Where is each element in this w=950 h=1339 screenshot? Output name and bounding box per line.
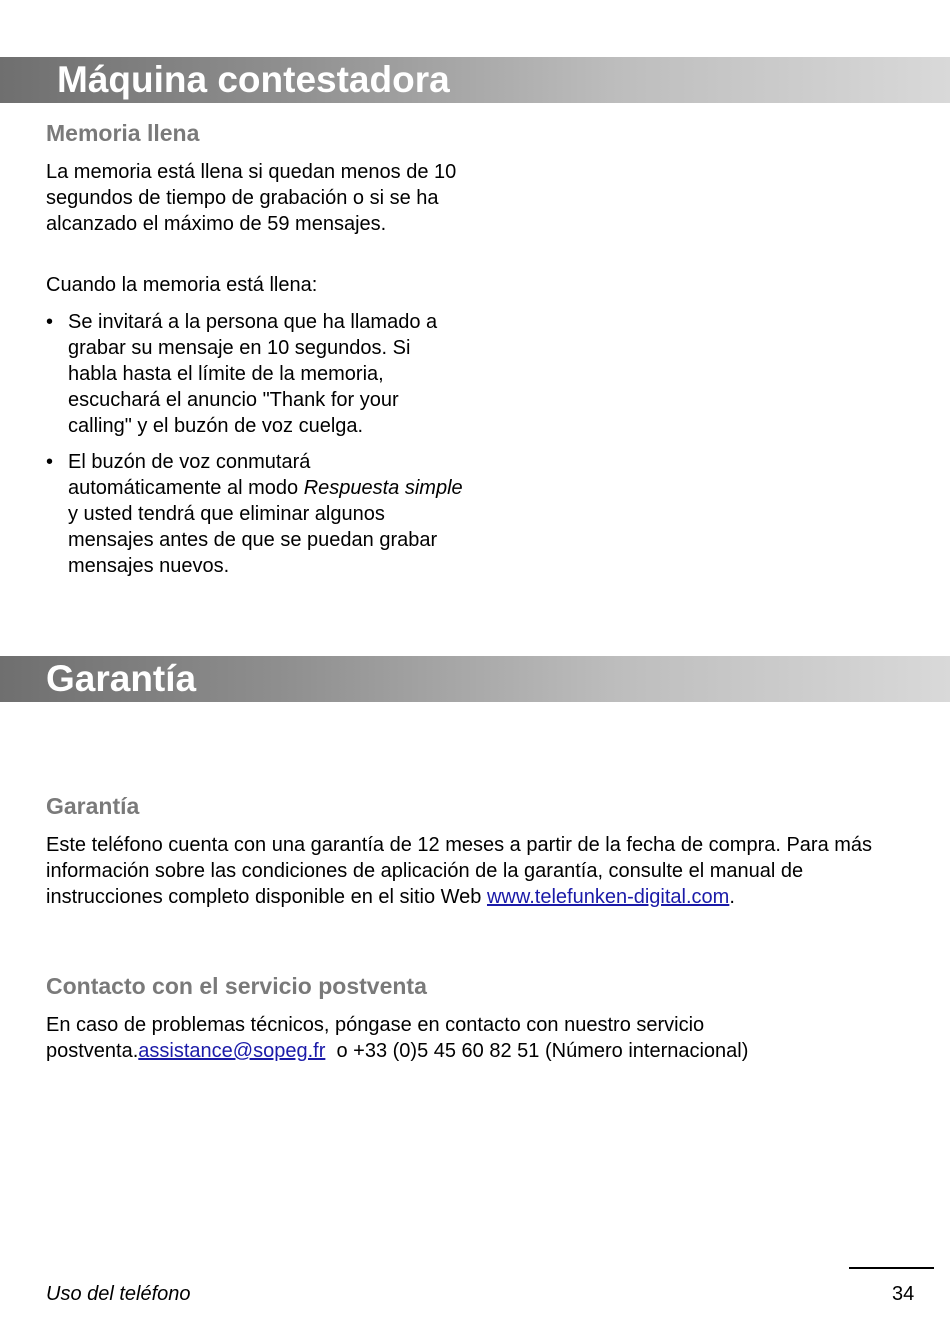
contact-phone: o +33 (0)5 45 60 82 51 (Número internacional) — [325, 1040, 749, 1062]
list-item-text: Se invitará a la persona que ha llamado a grabar su mensaje en 10 segundos. Si habla hasta el límite de la memoria, escuchará el anuncio "Thank for your calling" y el buzón de voz cuelga. — [68, 311, 438, 437]
contact-text: En caso de problemas técnicos, póngase en contacto con nuestro servicio postventa. — [46, 1014, 705, 1062]
list-item — [46, 449, 464, 579]
list-item-text — [68, 449, 464, 579]
bullet-icon: • — [46, 451, 54, 473]
warranty-text: Este teléfono cuenta con una garantía de 12 meses a partir de la fecha de compra. Para más información sobre las condiciones de aplicación de la garantía, consulte el manual de instrucciones completo disponible en el sitio Web — [46, 834, 873, 908]
footer-divider — [849, 1267, 934, 1269]
contact-email-link[interactable]: assistance@sopeg.fr — [138, 1040, 326, 1062]
heading-warranty: Garantía — [46, 793, 140, 819]
section-title: Garantía — [46, 658, 197, 699]
paragraph-warranty — [46, 832, 906, 910]
heading-after-sales-contact: Contacto con el servicio postventa — [46, 973, 427, 999]
section-title: Máquina contestadora — [57, 59, 450, 100]
footer-section-label: Uso del teléfono — [46, 1283, 191, 1305]
warranty-website-link[interactable]: www.telefunken-digital.com — [486, 886, 730, 908]
list-item-text-part: El buzón de voz conmutará automáticamente al modo — [68, 451, 311, 499]
paragraph-when-full: Cuando la memoria está llena: — [46, 274, 318, 296]
heading-memory-full: Memoria llena — [46, 120, 200, 146]
section-banner-warranty — [0, 656, 950, 702]
mode-name-emphasis: Respuesta simple — [303, 477, 463, 499]
section-banner-answering-machine — [0, 57, 950, 103]
paragraph-contact — [46, 1012, 906, 1064]
list-item — [46, 309, 464, 439]
page-number: 34 — [892, 1283, 915, 1305]
warranty-text-end: . — [729, 886, 735, 908]
list-item-text-part: y usted tendrá que eliminar algunos mensajes antes de que se puedan grabar mensajes nuevos. — [68, 503, 438, 577]
bullet-icon: • — [46, 311, 54, 333]
paragraph-memory-full: La memoria está llena si quedan menos de 10 segundos de tiempo de grabación o si se ha alcanzado el máximo de 59 mensajes. — [46, 161, 457, 235]
